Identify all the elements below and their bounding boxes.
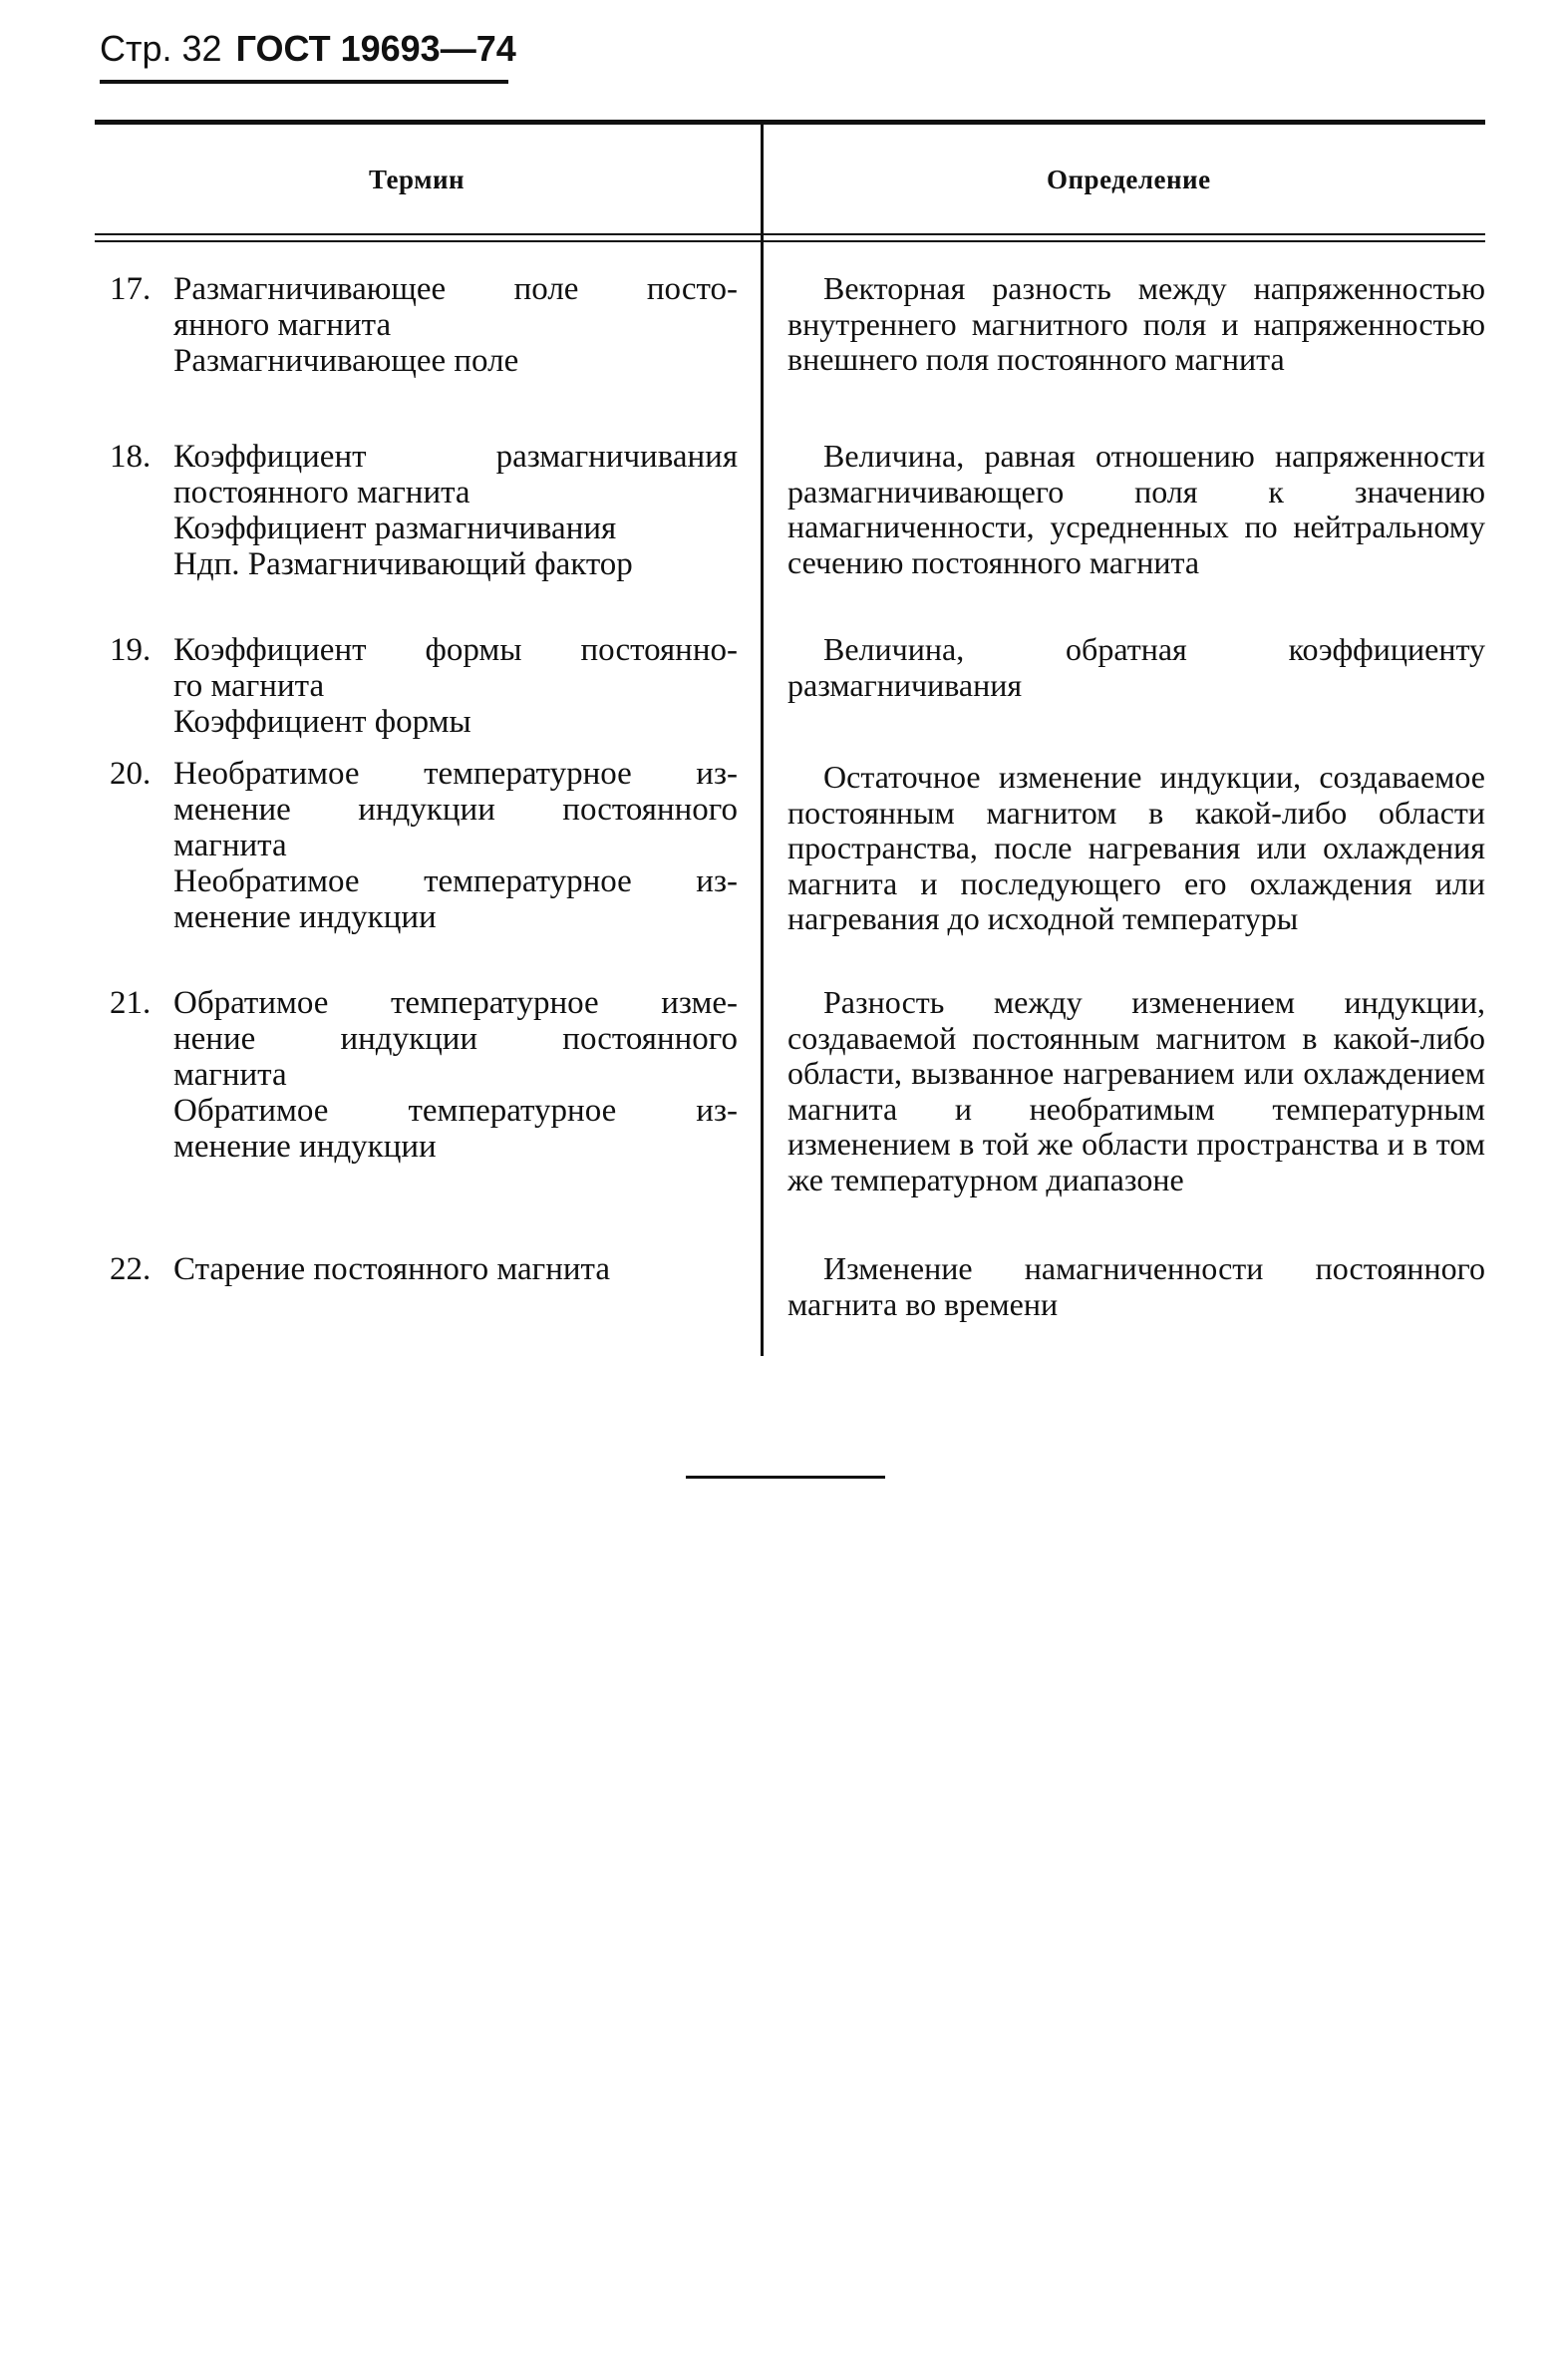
term-number: 21.	[110, 985, 152, 1021]
definition-cell: Векторная разность между напряженностью внутреннего магнитного поля и напряженностью внешнего поля постоянного магнита	[787, 270, 1485, 377]
term-line: Необратимое температурное из-	[173, 863, 738, 899]
column-header-definition: Определение	[1047, 165, 1211, 194]
term-line: Коэффициент формы	[173, 704, 471, 740]
page-number: 32	[181, 28, 222, 69]
definition-cell: Величина, обратная коэффициенту размагничивания	[787, 631, 1485, 703]
term-line: го магнита	[173, 668, 325, 704]
term-line: Ндп. Размагничивающий фактор	[173, 546, 633, 582]
table-top-rule	[95, 120, 1485, 125]
term-line: Коэффициент формы постоянно-	[173, 632, 738, 668]
term-line: Коэффициент размагничивания	[173, 439, 738, 475]
term-cell	[110, 271, 738, 379]
term-number: 20.	[110, 756, 152, 792]
term-line: постоянного магнита	[173, 475, 470, 510]
term-line: Необратимое температурное из-	[173, 756, 738, 792]
term-line: магнита	[173, 828, 287, 863]
term-number: 17.	[110, 271, 152, 307]
term-number: 22.	[110, 1251, 152, 1287]
term-cell	[110, 632, 738, 740]
term-number: 19.	[110, 632, 152, 668]
term-line: Коэффициент размагничивания	[173, 510, 617, 546]
column-header-term: Термин	[369, 165, 466, 194]
term-cell	[110, 985, 738, 1165]
header-double-rule-upper	[95, 233, 1485, 235]
term-line: магнита	[173, 1057, 287, 1093]
term-line: менение индукции	[173, 899, 437, 935]
term-line: менение индукции постоянного	[173, 792, 738, 828]
term-cell	[110, 1251, 738, 1287]
end-of-page-rule	[686, 1476, 885, 1479]
term-line: Старение постоянного магнита	[173, 1251, 610, 1287]
term-line: Обратимое температурное из-	[173, 1093, 738, 1129]
term-line: Размагничивающее поле посто-	[173, 271, 738, 307]
header-underline	[100, 80, 508, 84]
term-number: 18.	[110, 439, 152, 475]
term-cell	[110, 756, 738, 935]
term-line: нение индукции постоянного	[173, 1021, 738, 1057]
page-label: Стр.	[100, 28, 172, 69]
definition-cell: Разность между изменением индукции, создаваемой постоянным магнитом в какой-либо области, вызванное нагреванием или охлаждением магнита и необратимым температурным изменением в той же области пространства и в том же температурном диапазоне	[787, 984, 1485, 1197]
term-line: Обратимое температурное изме-	[173, 985, 738, 1021]
page-header	[100, 28, 516, 70]
term-line: янного магнита	[173, 307, 392, 343]
standard-designation: ГОСТ 19693—74	[235, 28, 516, 69]
term-line: Размагничивающее поле	[173, 343, 519, 379]
definition-cell: Величина, равная отношению напряженности размагничивающего поля к значению намагниченности, усредненных по нейтральному сечению постоянного магнита	[787, 438, 1485, 580]
term-cell	[110, 439, 738, 582]
term-line: менение индукции	[173, 1129, 437, 1165]
column-divider	[761, 125, 764, 1356]
header-double-rule-lower	[95, 240, 1485, 242]
definition-cell: Изменение намагниченности постоянного магнита во времени	[787, 1250, 1485, 1322]
definition-cell: Остаточное изменение индукции, создаваемое постоянным магнитом в какой-либо области пространства, после нагревания или охлаждения магнита и последующего его охлаждения или нагревания до исходной температуры	[787, 759, 1485, 936]
